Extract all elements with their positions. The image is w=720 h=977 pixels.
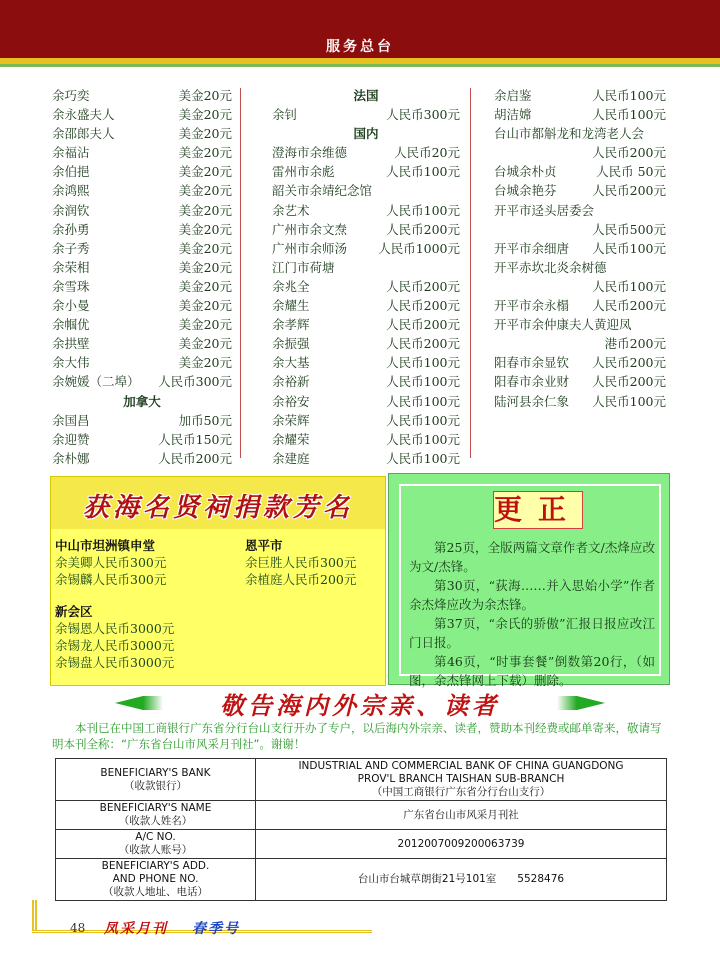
donation-amount: 人民币100元 [386,202,460,218]
donation-amount: 人民币100元 [592,240,666,256]
donor-row [494,105,666,124]
donation-amount: 人民币100元 [386,393,460,409]
donor-name: 余裕新 [272,374,310,390]
donor-column-3 [494,86,666,411]
label-en: BENEFICIARY'S NAME [99,802,212,814]
donor-row [272,143,460,162]
donation-amount: 人民币100元 [386,355,460,371]
donor-name: 余建庭 [272,450,310,466]
donor-row [494,201,666,220]
donation-amount: 人民币200元 [592,183,666,199]
donor-name: 余荣相 [52,259,90,275]
donor-name: 余迎赞 [52,431,90,447]
notice-banner [115,686,605,720]
donor-name: 加拿大 [123,393,161,409]
donor-line: 余美卿人民币300元 [55,555,167,570]
donor-row [272,239,460,258]
donor-name: 余邵郎夫人 [52,126,115,142]
donation-amount: 美金20元 [178,240,232,256]
donor-name: 余润钦 [52,202,90,218]
donation-amount: 人民币200元 [386,317,460,333]
donor-row [52,353,232,372]
donation-amount: 人民币100元 [386,431,460,447]
donation-amount: 人民币100元 [386,450,460,466]
magazine-issue: 春季号 [192,921,240,937]
label-zh: （收款银行） [124,779,187,792]
donation-amount: 美金20元 [178,145,232,161]
notice-title: 敬告海内外宗亲、读者 [220,691,500,720]
donor-row [272,162,460,181]
donor-name: 台山市都斛龙和龙湾老人会 [494,126,645,142]
label-en: A/C NO. [135,831,176,843]
donor-group-heading: 恩平市 [245,538,283,553]
donation-amount: 人民币100元 [592,107,666,123]
donor-line: 余植庭人民币200元 [245,572,357,587]
donor-name: 余帼优 [52,317,90,333]
donor-row [272,277,460,296]
bank-info-table [55,758,667,901]
donation-amount: 人民币200元 [386,278,460,294]
donor-row [272,334,460,353]
donors-title: 获海名贤祠捐款芳名 [82,493,353,523]
donor-name: 余荣辉 [272,412,310,428]
arrow-right-tail [557,696,577,710]
donor-row [494,86,666,105]
correction-title: 更正 [493,491,583,529]
donor-name: 澄海市余维德 [272,145,348,161]
donor-name: 开平赤坎北炎余树德 [494,259,607,275]
region-heading [52,392,232,411]
donor-row [272,181,460,200]
donor-name: 余大伟 [52,355,90,371]
magazine-name: 凤采月刊 [104,921,168,937]
table-value-cell: 广东省台山市风采月刊社 [256,801,667,830]
donor-name: 余耀生 [272,298,310,314]
bank-name-line: PROV'L BRANCH TAISHAN SUB-BRANCH [357,773,565,785]
donation-amount: 港币200元 [604,336,666,352]
donor-name: 余国昌 [52,412,90,428]
table-label-cell [56,759,256,801]
donor-name: 余耀荣 [272,431,310,447]
donor-row [494,296,666,315]
donor-name: 余孝辉 [272,317,310,333]
donor-row [52,334,232,353]
donation-amount: 人民币200元 [592,355,666,371]
donor-row [52,181,232,200]
donation-amount: 美金20元 [178,164,232,180]
donor-line: 余锡麟人民币300元 [55,572,167,587]
donor-name: 开平市余仲康夫人黄迎凤 [494,317,632,333]
donor-row [494,239,666,258]
donor-row [494,181,666,200]
label-zh: （收款人账号） [118,844,193,856]
donor-row [494,372,666,391]
donor-row [272,353,460,372]
donation-amount: 美金20元 [178,336,232,352]
donor-group-heading: 中山市坦洲镇申堂 [55,538,156,553]
donor-row [494,124,666,143]
page-number: 48 [70,921,86,935]
arrow-right-icon [577,696,605,710]
column-divider [240,88,241,458]
donor-row [52,162,232,181]
donation-amount: 人民币100元 [386,412,460,428]
correction-item: 第37页，“余氏的骄傲”汇报日报应改江门日报。 [409,616,655,650]
donation-amount: 人民币20元 [394,145,460,161]
donor-name: 台城余朴贞 [494,164,557,180]
region-heading [272,86,460,105]
donor-row [494,353,666,372]
donation-amount: 人民币1000元 [378,240,460,256]
donor-name: 余鸿熙 [52,183,90,199]
donor-name: 开平市余永榻 [494,298,570,314]
donor-group [245,537,356,588]
table-row [56,859,667,901]
donor-row [52,315,232,334]
donor-name: 余启鉴 [494,88,532,103]
donation-amount: 人民币200元 [386,221,460,237]
donation-amount: 人民币100元 [386,164,460,180]
donor-name: 余裕安 [272,393,310,409]
donor-name: 余振强 [272,336,310,352]
donation-amount: 美金20元 [178,259,232,275]
donor-row [494,220,666,239]
donor-row [52,449,232,468]
donation-amount: 美金20元 [178,126,232,142]
donor-name: 余艺术 [272,202,310,218]
donor-name: 余小曼 [52,298,90,314]
donor-name: 雷州市余彪 [272,164,335,180]
donor-row [494,334,666,353]
table-value-cell: 台山市台城草朗街21号101室 5528476 [256,859,667,901]
donor-row [52,239,232,258]
donor-row [494,315,666,334]
donor-name: 余子秀 [52,240,90,256]
donor-row [52,296,232,315]
table-value-cell: 2012007009200063739 [256,830,667,859]
donor-row [52,86,232,105]
correction-frame [399,484,661,688]
donor-row [52,220,232,239]
donor-row [52,372,232,391]
donor-name: 余福沾 [52,145,90,161]
donor-row [52,143,232,162]
donation-amount: 人民币200元 [592,145,666,161]
bank-name-line: （中国工商银行广东省分行台山支行） [371,786,551,798]
donor-row [52,124,232,143]
donor-name: 国内 [353,126,379,142]
donor-row [52,201,232,220]
donor-row [494,162,666,181]
arrow-left-icon [115,696,143,710]
donor-row [494,277,666,296]
correction-item: 第46页，“时事套餐”倒数第20行，（如图，余杰锋网上下载）删除。 [409,654,655,688]
donation-amount: 人民币200元 [592,374,666,390]
donor-name: 阳春市余显钦 [494,355,570,371]
donation-amount: 人民币200元 [592,298,666,314]
correction-text [409,538,655,690]
donor-row [52,105,232,124]
donor-row [272,201,460,220]
donation-amount: 人民币300元 [386,107,460,123]
donation-amount: 人民币500元 [592,221,666,237]
donor-row [272,296,460,315]
donor-group [55,603,174,671]
donor-row [52,430,232,449]
donation-amount: 人民币200元 [386,298,460,314]
table-row [56,830,667,859]
table-value-cell [256,759,667,801]
donor-name: 余大基 [272,355,310,371]
correction-item: 第30页，“荻海……并入思始小学”作者余杰烽应改为余杰锋。 [409,578,655,612]
label-zh: （收款人姓名） [118,815,193,827]
donation-amount: 人民币100元 [592,88,666,103]
donation-amount: 人民币100元 [592,278,666,294]
donor-line: 余锡龙人民币3000元 [55,638,175,653]
donor-name: 陆河县余仁象 [494,393,570,409]
donation-amount: 人民币 50元 [596,164,666,180]
donor-name: 余钊 [272,107,298,123]
donor-group-heading: 新会区 [55,604,93,619]
arrow-left-tail [143,696,163,710]
bank-name-line: INDUSTRIAL AND COMMERCIAL BANK OF CHINA GUANGDONG [298,760,624,772]
donor-name: 胡洁嫦 [494,107,532,123]
label-en: AND PHONE NO. [112,873,199,885]
donor-name: 余兆全 [272,278,310,294]
donation-amount: 人民币300元 [158,374,232,390]
donation-amount: 美金20元 [178,107,232,123]
donation-amount: 美金20元 [178,317,232,333]
notice-text: 本刊已在中国工商银行广东省分行台山支行开办了专户，以后海内外宗亲、读者，赞助本刊经费或邮单寄来，敬请写明本刊全称：“广东省台山市风采月刊社”。谢谢！ [52,721,662,751]
table-label-cell [56,830,256,859]
donation-amount: 美金20元 [178,202,232,218]
donation-amount: 美金20元 [178,221,232,237]
donor-row [272,449,460,468]
donor-row [272,105,460,124]
donation-amount: 人民币100元 [386,374,460,390]
footer-ornament [32,900,37,930]
donor-name: 阳春市余业财 [494,374,570,390]
donor-row [494,392,666,411]
donor-column-2 [272,86,460,468]
donor-row [272,258,460,277]
donation-amount: 美金20元 [178,183,232,199]
donor-name: 韶关市余靖纪念馆 [272,183,373,199]
table-row [56,801,667,830]
donation-amount: 人民币150元 [158,431,232,447]
donor-name: 余婉媛（二埠） [52,374,140,390]
donor-line: 余巨胜人民币300元 [245,555,357,570]
donor-row [272,315,460,334]
label-zh: （收款人地址、电话） [103,886,208,898]
donation-amount: 人民币200元 [158,450,232,466]
donor-name: 江门市荷塘 [272,259,335,275]
donation-amount: 美金20元 [178,278,232,294]
donor-name: 余永盛夫人 [52,107,115,123]
table-row [56,759,667,801]
correction-box [388,473,670,688]
header-stripe-green [0,64,720,67]
donor-row [52,258,232,277]
section-title: 服务总台 [326,39,394,55]
donors-box [50,476,386,686]
donor-name: 开平市余细唐 [494,240,570,256]
donation-amount: 人民币200元 [386,336,460,352]
correction-item: 第25页，全版两篇文章作者文/杰烽应改为文/杰锋。 [409,540,655,574]
donor-line: 余锡恩人民币3000元 [55,621,175,636]
donor-row [272,411,460,430]
label-en: BENEFICIARY'S BANK [100,766,211,779]
donor-name: 法国 [353,88,379,103]
column-divider [470,88,471,458]
donor-name: 余拱壁 [52,336,90,352]
donor-name: 余巧奕 [52,88,90,103]
donation-amount: 加币50元 [178,412,232,428]
donor-name: 开平市迳头居委会 [494,202,595,218]
donor-row [52,411,232,430]
donor-column-1 [52,86,232,468]
donor-name: 广州市余文焘 [272,221,348,237]
region-heading [272,124,460,143]
donation-amount: 美金20元 [178,355,232,371]
donation-amount: 美金20元 [178,298,232,314]
donor-group [55,537,166,588]
donor-row [272,220,460,239]
donor-name: 台城余艳芬 [494,183,557,199]
donor-name: 广州市余师汤 [272,240,348,256]
donor-name: 余孙勇 [52,221,90,237]
table-label-cell [56,859,256,901]
donor-row [272,392,460,411]
donor-name: 余雪珠 [52,278,90,294]
donation-amount: 美金20元 [178,88,232,103]
table-label-cell [56,801,256,830]
donor-row [272,372,460,391]
donor-row [494,258,666,277]
donor-name: 余伯挹 [52,164,90,180]
label-en: BENEFICIARY'S ADD. [101,860,210,872]
donation-amount: 人民币100元 [592,393,666,409]
donor-row [272,430,460,449]
donor-name: 余朴娜 [52,450,90,466]
donor-row [52,277,232,296]
donor-row [494,143,666,162]
donor-line: 余锡盘人民币3000元 [55,655,175,670]
